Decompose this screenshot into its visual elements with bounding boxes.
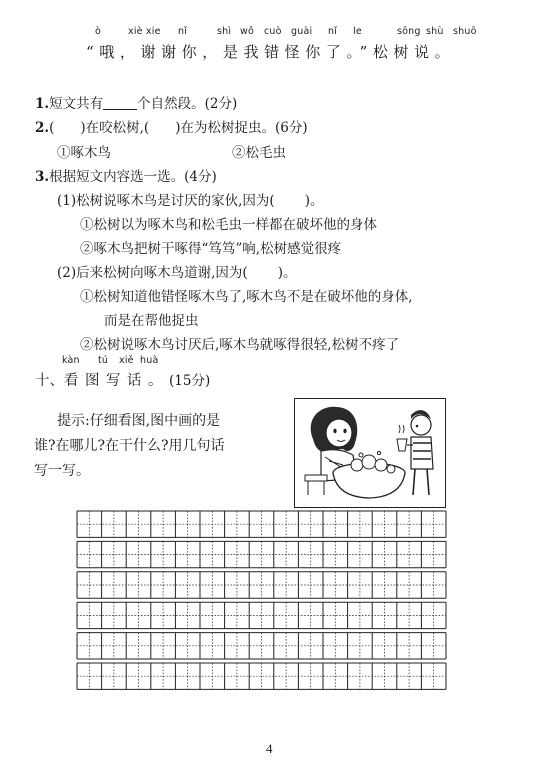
sub-question-1: (1)松树说啄木鸟是讨厌的家伙,因为( )。	[57, 193, 324, 209]
option: ②松树说啄木鸟讨厌后,啄木鸟就啄得很轻,松树不疼了	[80, 337, 400, 353]
hint-line: 写一写。	[34, 463, 90, 479]
question-1	[35, 92, 237, 112]
quote-text: “哦，谢谢你，是我错怪你了。”松树说。	[86, 43, 456, 61]
answer-blank[interactable]	[103, 96, 137, 110]
hint-line: 谁?在哪儿?在干什么?用几句话	[34, 438, 225, 454]
writing-grid[interactable]	[76, 510, 448, 694]
hint-line: 提示:仔细看图,图中画的是	[57, 413, 221, 429]
pinyin: shuō	[453, 26, 477, 37]
option: ①啄木鸟	[57, 145, 111, 161]
option: ②啄木鸟把树干啄得“笃笃”响,松树感觉很疼	[80, 241, 342, 257]
pinyin: shì	[217, 26, 232, 37]
question-number: 1.	[35, 96, 50, 112]
illustration-frame	[294, 398, 446, 508]
pinyin: xiè xie	[128, 26, 161, 37]
question-3	[35, 165, 217, 185]
option: ①松树知道他错怪啄木鸟了,啄木鸟不是在破坏他的身体,	[80, 289, 413, 305]
pinyin: kàn	[62, 355, 80, 366]
pinyin: guài	[291, 26, 313, 37]
sub-question-2: (2)后来松树向啄木鸟道谢,因为( )。	[57, 265, 297, 281]
pinyin: nǐ	[178, 26, 188, 37]
pinyin: cuò	[264, 26, 282, 37]
illustration-girl-washing-boy-holding-cup	[295, 399, 445, 507]
page-number: 4	[266, 741, 273, 756]
question-2: 2.( )在咬松树,( )在为松树捉虫。(6分)	[35, 120, 308, 136]
question-text: 个自然段。(2分)	[137, 96, 238, 112]
question-text: 短文共有	[49, 96, 104, 112]
pinyin: ò	[95, 26, 102, 37]
pinyin: wǒ	[240, 26, 254, 37]
question-text: 根据短文内容选一选。(4分)	[49, 169, 217, 185]
section-number: 十、	[35, 373, 64, 389]
section-title: 看图写话。	[64, 373, 169, 389]
question-number: 2.	[35, 120, 50, 136]
pinyin: tú	[98, 355, 109, 366]
section-score: (15分)	[169, 373, 211, 389]
option: ②松毛虫	[232, 145, 286, 161]
option-continuation: 而是在帮他捉虫	[104, 313, 199, 329]
pinyin: huà	[140, 355, 159, 366]
option: ①松树以为啄木鸟和松毛虫一样都在破坏他的身体	[80, 217, 377, 233]
pinyin: shù	[426, 26, 444, 37]
section-heading	[35, 369, 210, 390]
pinyin: xiě	[119, 355, 134, 366]
pinyin: sōng	[397, 26, 421, 37]
question-number: 3.	[35, 169, 50, 185]
pinyin: nǐ	[328, 26, 338, 37]
pinyin: le	[353, 26, 362, 37]
